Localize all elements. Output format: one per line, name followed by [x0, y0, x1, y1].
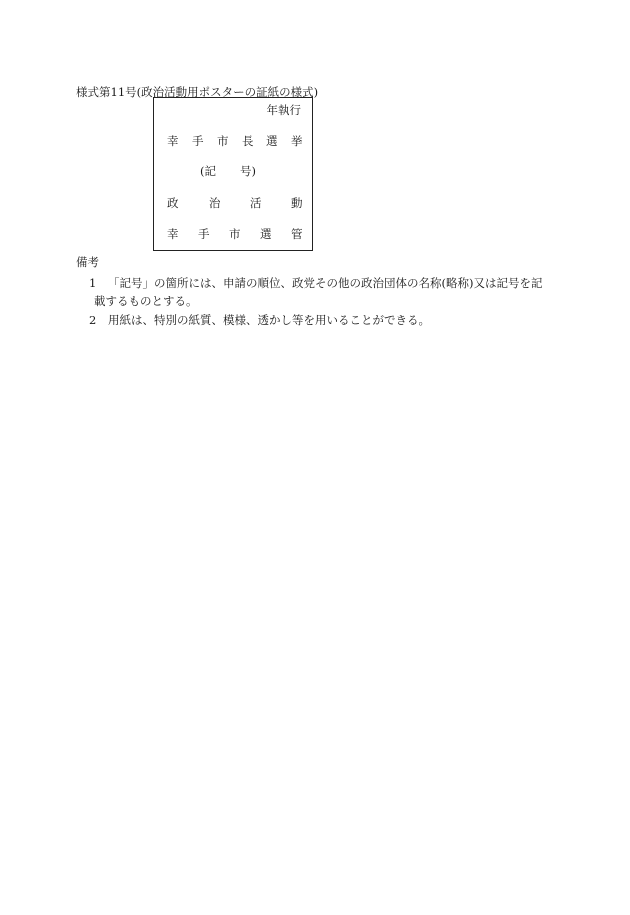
note-number: 2: [89, 313, 97, 327]
note-text: 用紙は、特別の紙質、模様、透かし等を用いることができる。: [108, 313, 430, 327]
stamp-election-char: 挙: [291, 134, 303, 148]
stamp-admin-char: 選: [260, 227, 272, 241]
stamp-political-char: 政: [167, 196, 179, 210]
certificate-stamp-box: [153, 97, 313, 251]
note-text: 「記号」の箇所には、申請の順位、政党その他の政治団体の名称(略称)又は記号を記: [108, 276, 543, 290]
stamp-election-line: [154, 134, 312, 148]
stamp-political-char: 動: [291, 196, 303, 210]
stamp-election-char: 幸: [167, 134, 179, 148]
stamp-election-char: 手: [192, 134, 204, 148]
stamp-election-char: 長: [242, 134, 254, 148]
stamp-admin-line: [154, 227, 312, 241]
stamp-symbol-line: [154, 164, 312, 178]
stamp-admin-char: 市: [229, 227, 241, 241]
stamp-symbol-close: 号): [240, 164, 256, 178]
stamp-year-text: 年執行: [266, 103, 301, 117]
stamp-year-line: [154, 103, 312, 117]
stamp-election-char: 選: [266, 134, 278, 148]
stamp-political-char: 活: [250, 196, 262, 210]
stamp-election-char: 市: [217, 134, 229, 148]
stamp-symbol-open: (記: [200, 164, 216, 178]
remarks-heading: 備考: [76, 255, 99, 269]
stamp-admin-char: 手: [198, 227, 210, 241]
note-continuation: 載するものとする。: [94, 294, 198, 308]
form-title: 様式第11号(政治活動用ポスターの証紙の様式): [76, 85, 319, 99]
stamp-admin-char: 管: [291, 227, 303, 241]
stamp-admin-char: 幸: [167, 227, 179, 241]
note-number: 1: [89, 276, 97, 290]
stamp-political-char: 治: [209, 196, 221, 210]
stamp-political-line: [154, 196, 312, 210]
